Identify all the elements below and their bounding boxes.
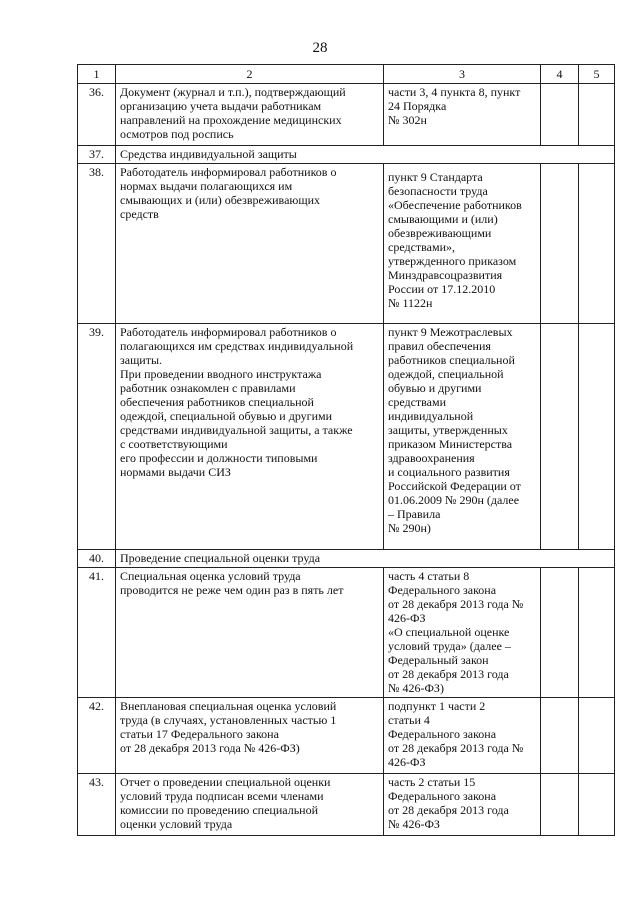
answer-cell-5 bbox=[579, 324, 615, 550]
section-row bbox=[78, 146, 615, 164]
table-row bbox=[78, 324, 615, 550]
requirement-cell: Работодатель информировал работников о полагающихся им средствах индивидуальной защиты. При проведении вводного инструктажа работник ознакомлен с правилами обеспечения работников специальной одеждой, специальной обувью и другими средствами индивидуальной защиты, а также с соответствующими его профессии и должности типовыми нормами выдачи СИЗ bbox=[116, 324, 384, 550]
section-row bbox=[78, 550, 615, 568]
answer-cell-4 bbox=[541, 84, 579, 146]
column-header-number: 1 bbox=[78, 65, 116, 84]
row-number: 36. bbox=[78, 84, 116, 146]
answer-cell-4 bbox=[541, 568, 579, 698]
checklist-table bbox=[77, 64, 615, 836]
header-row bbox=[78, 65, 615, 84]
answer-cell-5 bbox=[579, 164, 615, 324]
answer-cell-5 bbox=[579, 774, 615, 836]
table-row bbox=[78, 164, 615, 324]
row-number: 39. bbox=[78, 324, 116, 550]
requirement-cell: Специальная оценка условий труда проводится не реже чем один раз в пять лет bbox=[116, 568, 384, 698]
answer-cell-5 bbox=[579, 568, 615, 698]
requirement-cell: Работодатель информировал работников о нормах выдачи полагающихся им смывающих и (или) обезвреживающих средств bbox=[116, 164, 384, 324]
answer-cell-5 bbox=[579, 698, 615, 774]
page-number: 28 bbox=[312, 40, 328, 56]
reference-cell: пункт 9 Межотраслевых правил обеспечения работников специальной одеждой, специальной обувью и другими средствами индивидуальной защиты, утвержденных приказом Министерства здравоохранения и социального развития Российской Федерации от 01.06.2009 № 290н (далее – Правила № 290н) bbox=[384, 324, 541, 550]
row-number: 41. bbox=[78, 568, 116, 698]
column-header-answer-5: 5 bbox=[579, 65, 615, 84]
column-header-requirement: 2 bbox=[116, 65, 384, 84]
table-header bbox=[78, 65, 615, 84]
row-number: 37. bbox=[78, 146, 116, 164]
requirement-cell: Документ (журнал и т.п.), подтверждающий организацию учета выдачи работникам направлений на прохождение медицинских осмотров под роспись bbox=[116, 84, 384, 146]
table-row bbox=[78, 84, 615, 146]
answer-cell-4 bbox=[541, 324, 579, 550]
row-number: 40. bbox=[78, 550, 116, 568]
table-row bbox=[78, 698, 615, 774]
row-number: 42. bbox=[78, 698, 116, 774]
reference-cell: часть 2 статьи 15 Федерального закона от 28 декабря 2013 года № 426-ФЗ bbox=[384, 774, 541, 836]
reference-cell: часть 4 статьи 8 Федерального закона от 28 декабря 2013 года № 426-ФЗ «О специальной оценке условий труда» (далее – Федеральный закон от 28 декабря 2013 года № 426-ФЗ) bbox=[384, 568, 541, 698]
row-number: 43. bbox=[78, 774, 116, 836]
answer-cell-4 bbox=[541, 164, 579, 324]
answer-cell-5 bbox=[579, 84, 615, 146]
requirement-cell: Внеплановая специальная оценка условий труда (в случаях, установленных частью 1 статьи 17 Федерального закона от 28 декабря 2013 года № 426-ФЗ) bbox=[116, 698, 384, 774]
row-number: 38. bbox=[78, 164, 116, 324]
column-header-answer-4: 4 bbox=[541, 65, 579, 84]
section-title: Средства индивидуальной защиты bbox=[116, 146, 615, 164]
reference-cell: части 3, 4 пункта 8, пункт 24 Порядка № 302н bbox=[384, 84, 541, 146]
table-row bbox=[78, 568, 615, 698]
reference-cell: пункт 9 Стандарта безопасности труда «Обеспечение работников смывающими и (или) обезвреживающими средствами», утвержденного приказом Минздравсоцразвития России от 17.12.2010 № 1122н bbox=[384, 164, 541, 324]
requirement-cell: Отчет о проведении специальной оценки условий труда подписан всеми членами комиссии по проведению специальной оценки условий труда bbox=[116, 774, 384, 836]
answer-cell-4 bbox=[541, 774, 579, 836]
column-header-reference: 3 bbox=[384, 65, 541, 84]
answer-cell-4 bbox=[541, 698, 579, 774]
section-title: Проведение специальной оценки труда bbox=[116, 550, 615, 568]
reference-cell: подпункт 1 части 2 статьи 4 Федерального закона от 28 декабря 2013 года № 426-ФЗ bbox=[384, 698, 541, 774]
table-row bbox=[78, 774, 615, 836]
